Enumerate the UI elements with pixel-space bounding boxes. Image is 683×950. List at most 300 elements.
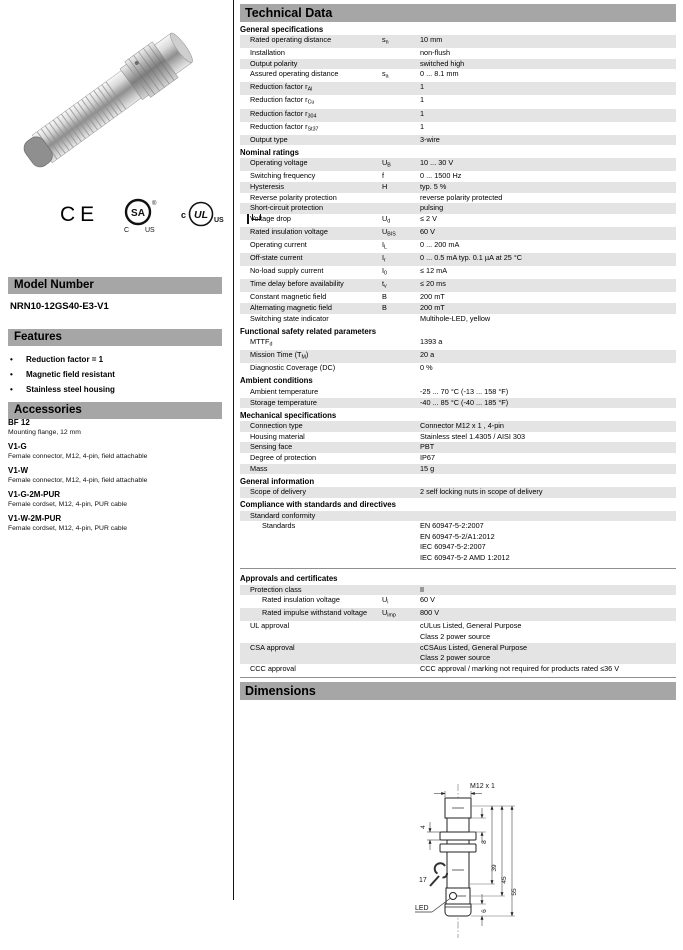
spec-value-line: 1 — [420, 108, 425, 118]
symbol-subscript: d — [387, 218, 391, 225]
group-header: Functional safety related parameters — [240, 326, 377, 336]
spec-row — [240, 203, 676, 214]
label-text: Rated operating distance — [250, 35, 332, 44]
spec-symbol — [382, 464, 420, 475]
spec-value-line: 10 ... 30 V — [420, 158, 454, 168]
spec-value — [420, 595, 676, 608]
spec-value-line: 3-wire — [420, 134, 440, 144]
spec-symbol — [382, 292, 420, 303]
spec-row — [240, 303, 676, 314]
label-text: Constant magnetic field — [250, 292, 327, 302]
spec-row — [240, 643, 676, 664]
label-text: No-load supply current — [250, 266, 324, 276]
column-divider — [233, 0, 234, 900]
spec-symbol — [382, 109, 420, 122]
feature-item — [8, 352, 222, 367]
label-text: Assured operating distance — [250, 69, 339, 79]
spec-value-line: IP67 — [420, 452, 436, 462]
spec-row — [240, 453, 676, 464]
spec-label — [240, 292, 382, 303]
spec-value — [420, 464, 676, 475]
spec-row — [240, 337, 676, 350]
symbol-subscript: n — [385, 39, 389, 46]
spec-symbol — [382, 585, 420, 596]
spec-label — [240, 171, 385, 182]
spec-symbol — [382, 643, 420, 664]
spec-label — [240, 511, 382, 522]
dimensions-header: Dimensions — [240, 682, 676, 700]
spec-symbol — [382, 621, 420, 642]
spec-symbol — [382, 253, 420, 266]
spec-group — [240, 411, 676, 474]
feature-item — [8, 382, 222, 397]
spec-label — [240, 35, 382, 48]
spec-row — [240, 621, 676, 642]
symbol-text: I — [382, 240, 385, 249]
spec-label — [240, 182, 382, 193]
spec-symbol — [382, 35, 420, 48]
spec-symbol — [382, 595, 420, 608]
spec-group — [240, 477, 676, 498]
spec-label — [240, 487, 382, 498]
group-header: Approvals and certificates — [240, 574, 338, 584]
spec-symbol — [382, 314, 420, 325]
accessory-item — [8, 418, 222, 437]
spec-value — [420, 303, 676, 314]
ce-mark-icon: CE — [60, 203, 100, 226]
spec-group — [240, 327, 676, 374]
spec-value — [420, 421, 676, 432]
spec-symbol — [382, 59, 420, 70]
spec-value — [420, 521, 676, 563]
label-text: Scope of delivery — [250, 487, 306, 497]
spec-value-line: 0 ... 8.1 mm — [420, 69, 459, 79]
label-text: Protection class — [250, 584, 302, 594]
group-header: Compliance with standards and directives — [240, 500, 396, 510]
spec-value-line: EN 60947-5-2/A1:2012 — [420, 531, 495, 541]
spec-value-line: reverse polarity protected — [420, 192, 503, 202]
accessory-description: Female connector, M12, 4-pin, field attachable — [8, 477, 148, 484]
label-text: Standard conformity — [250, 510, 316, 520]
spec-group — [240, 376, 676, 408]
feature-text: Magnetic field resistant — [26, 370, 115, 379]
label-text: Housing material — [250, 431, 305, 441]
spec-label — [240, 608, 382, 621]
spec-label — [240, 193, 382, 204]
svg-text:US: US — [214, 217, 224, 224]
spec-value-line: 1393 a — [420, 337, 443, 347]
svg-text:55: 55 — [511, 888, 518, 897]
label-text: Alternating magnetic field — [250, 302, 332, 312]
spec-value-line: 0 % — [420, 363, 433, 373]
symbol-text: s — [382, 69, 386, 79]
spec-row — [240, 59, 676, 70]
spec-label — [240, 266, 385, 279]
ul-mark-icon — [179, 199, 225, 231]
label-text: Reduction factor r — [250, 108, 308, 118]
svg-text:UL: UL — [194, 209, 209, 221]
spec-value-line: 200 mT — [420, 292, 445, 302]
spec-value — [420, 82, 676, 95]
spec-symbol — [382, 303, 420, 314]
spec-value — [420, 487, 676, 498]
spec-symbol — [382, 82, 420, 95]
spec-label — [240, 122, 382, 135]
spec-value — [420, 664, 676, 675]
spec-row — [240, 69, 676, 82]
accessory-description: Female cordset, M12, 4-pin, PUR cable — [8, 525, 127, 532]
svg-text:M12 x 1: M12 x 1 — [470, 783, 495, 791]
label-text: Reverse polarity protection — [250, 192, 337, 202]
spec-row — [240, 585, 676, 596]
svg-text:39: 39 — [491, 864, 498, 873]
symbol-text: s — [382, 35, 386, 44]
spec-row — [240, 398, 676, 409]
label-text: MTTF — [250, 337, 270, 347]
spec-value-line: 2 self locking nuts in scope of delivery — [420, 487, 543, 497]
accessory-name: V1-W — [8, 466, 28, 475]
label-text: Switching frequency — [250, 171, 316, 181]
spec-row — [240, 266, 676, 279]
group-header: General information — [240, 476, 315, 486]
spec-symbol — [382, 337, 420, 350]
svg-text:US: US — [145, 227, 155, 234]
label-text: UL approval — [250, 621, 290, 631]
spec-label — [240, 350, 382, 363]
spec-value — [420, 643, 676, 664]
bullet: • — [10, 370, 13, 379]
spec-row — [240, 350, 676, 363]
label-subscript: Al — [307, 86, 313, 93]
svg-text:45: 45 — [501, 876, 508, 885]
label-text: Sensing face — [250, 442, 293, 452]
symbol-text: U — [382, 158, 388, 168]
spec-value-line: IEC 60947-5-2 AMD 1:2012 — [420, 553, 510, 563]
symbol-subscript: a — [385, 73, 389, 80]
accessory-name: V1-W-2M-PUR — [8, 514, 62, 523]
label-text: Storage temperature — [250, 397, 317, 407]
group-header: General specifications — [240, 24, 324, 34]
label-subscript: d — [269, 341, 273, 348]
feature-text: Reduction factor = 1 — [26, 355, 104, 364]
spec-symbol — [382, 240, 420, 253]
spec-value-line: 800 V — [420, 608, 440, 618]
spec-value-line: 1 — [420, 121, 425, 131]
model-number-header: Model Number — [8, 277, 222, 294]
spec-row — [240, 95, 676, 108]
label-text: Reduction factor r — [250, 95, 308, 105]
spec-value — [420, 214, 676, 227]
spec-symbol — [382, 95, 420, 108]
spec-symbol — [382, 279, 420, 292]
features-list — [8, 352, 222, 397]
label-text: Rated impulse withstand voltage — [262, 608, 368, 618]
spec-value-line: 10 mm — [420, 35, 443, 44]
spec-symbol — [382, 266, 420, 279]
spec-row — [240, 664, 676, 675]
spec-row — [240, 158, 676, 171]
accessory-description: Female cordset, M12, 4-pin, PUR cable — [8, 501, 127, 508]
spec-row — [240, 240, 676, 253]
accessory-item — [8, 466, 222, 485]
spec-value-line: Class 2 power source — [420, 653, 491, 663]
spec-value — [420, 193, 676, 204]
spec-label — [240, 227, 382, 240]
spec-label — [240, 135, 382, 146]
label-text: Mission Time (T — [250, 350, 302, 360]
accessory-name: V1-G-2M-PUR — [8, 490, 61, 499]
spec-group — [240, 25, 676, 146]
spec-symbol — [382, 521, 420, 563]
label-text: Mass — [250, 463, 268, 473]
spec-value — [420, 387, 676, 398]
spec-value-line: 0 ... 200 mA — [420, 240, 460, 249]
spec-group — [240, 500, 676, 563]
spec-row — [240, 464, 676, 475]
spec-row — [240, 363, 676, 374]
spec-value-line: Stainless steel 1.4305 / AISI 303 — [420, 431, 526, 441]
symbol-subscript: L — [384, 244, 387, 251]
spec-label — [240, 48, 382, 59]
spec-group — [240, 148, 676, 324]
spec-value-line: 15 g — [420, 463, 435, 473]
spec-symbol — [382, 608, 420, 621]
svg-text:®: ® — [152, 201, 157, 207]
spec-row — [240, 253, 676, 266]
spec-symbol — [382, 432, 420, 443]
spec-value — [420, 135, 676, 146]
technical-data-header: Technical Data — [240, 4, 676, 22]
spec-value-line: 1 — [420, 82, 425, 92]
spec-symbol — [382, 203, 420, 214]
svg-text:SA: SA — [131, 208, 146, 219]
spec-symbol — [382, 122, 420, 135]
spec-label — [240, 621, 382, 642]
svg-text:17: 17 — [419, 877, 427, 885]
spec-value — [420, 442, 676, 453]
accessory-description: Mounting flange, 12 mm — [8, 429, 81, 436]
label-subscript: Cu — [307, 99, 315, 106]
spec-label — [240, 595, 382, 608]
spec-value — [420, 350, 676, 363]
spec-label — [240, 442, 382, 453]
spec-value-line: ≤ 20 ms — [420, 279, 446, 289]
label-text: Reduction factor r — [250, 82, 308, 92]
spec-label — [240, 664, 382, 675]
spec-row — [240, 595, 676, 608]
symbol-subscript: imp — [387, 612, 396, 619]
spec-label — [240, 643, 382, 664]
spec-row — [240, 171, 676, 182]
spec-label — [240, 279, 385, 292]
spec-label — [240, 585, 382, 596]
spec-row — [240, 487, 676, 498]
spec-symbol — [382, 664, 420, 675]
symbol-text: U — [382, 608, 388, 618]
accessory-description: Female connector, M12, 4-pin, field attachable — [8, 453, 148, 460]
spec-value — [420, 69, 676, 82]
label-subscript: St37 — [307, 126, 319, 133]
spec-row — [240, 193, 676, 204]
label-text: ) — [305, 350, 309, 360]
model-number-value: NRN10-12GS40-E3-V1 — [10, 301, 109, 312]
spec-row — [240, 135, 676, 146]
spec-value — [420, 279, 676, 292]
label-text: Connection type — [250, 421, 303, 431]
spec-row — [240, 214, 676, 227]
spec-value — [420, 227, 676, 240]
spec-label — [240, 109, 382, 122]
group-header: Nominal ratings — [240, 147, 299, 157]
symbol-text: U — [382, 595, 388, 605]
spec-value — [420, 585, 676, 596]
spec-value — [420, 266, 676, 279]
spec-symbol — [382, 193, 420, 204]
spec-symbol — [382, 398, 420, 409]
symbol-text: t — [382, 279, 385, 289]
spec-value-line: 0 ... 1500 Hz — [420, 171, 462, 181]
symbol-text: f — [382, 171, 385, 181]
spec-value — [420, 453, 676, 464]
spec-label — [240, 521, 382, 563]
svg-text:4: 4 — [420, 825, 427, 830]
spec-symbol — [382, 350, 420, 363]
svg-text:c: c — [181, 210, 187, 220]
spec-value — [420, 35, 676, 48]
spec-row — [240, 182, 676, 193]
spec-label — [240, 82, 382, 95]
spec-value — [420, 158, 676, 171]
spec-row — [240, 511, 676, 522]
spec-label — [240, 363, 382, 374]
symbol-text: B — [382, 292, 387, 302]
spec-value-line: IEC 60947-5-2:2007 — [420, 542, 486, 552]
spec-symbol — [382, 182, 420, 193]
spec-symbol — [382, 442, 420, 453]
label-text: Operating voltage — [250, 158, 308, 168]
label-text: Voltage drop — [250, 213, 291, 223]
symbol-subscript: 0 — [384, 270, 387, 277]
spec-row — [240, 421, 676, 432]
spec-label — [240, 69, 382, 82]
spec-value-line: -25 ... 70 °C (-13 ... 158 °F) — [420, 386, 509, 396]
spec-label — [240, 253, 385, 266]
accessory-item — [8, 490, 222, 509]
svg-text:8: 8 — [481, 840, 488, 845]
spec-value — [420, 59, 676, 70]
spec-value — [420, 109, 676, 122]
spec-label — [240, 158, 382, 171]
label-text: Degree of protection — [250, 452, 317, 462]
spec-value — [420, 314, 676, 325]
spec-label — [240, 387, 382, 398]
accessory-name: V1-G — [8, 442, 27, 451]
accessory-name: BF 12 — [8, 418, 30, 427]
accessories-list — [8, 413, 222, 533]
label-text: CSA approval — [250, 642, 295, 652]
spec-value-line: 200 mT — [420, 302, 445, 312]
section-separator — [240, 677, 676, 678]
spec-value-line: -40 ... 85 °C (-40 ... 185 °F) — [420, 397, 509, 407]
symbol-subscript: i — [387, 599, 389, 606]
spec-value-line: 20 a — [420, 350, 435, 360]
spec-value-line: 60 V — [420, 226, 436, 236]
spec-value-line: ≤ 2 V — [420, 213, 437, 223]
spec-row — [240, 521, 676, 563]
right-column — [240, 0, 676, 950]
symbol-text: I — [382, 253, 385, 263]
spec-row — [240, 82, 676, 95]
spec-value — [420, 398, 676, 409]
wrench-icon — [430, 864, 447, 887]
spec-row — [240, 35, 676, 48]
spec-value — [420, 171, 676, 182]
spec-value-line: typ. 5 % — [420, 182, 447, 192]
spec-symbol — [382, 511, 420, 522]
group-header: Mechanical specifications — [240, 410, 337, 420]
symbol-text: H — [382, 182, 388, 192]
spec-value — [420, 621, 676, 642]
label-text: Ambient temperature — [250, 386, 319, 396]
spec-symbol — [382, 453, 420, 464]
spec-value-line: Multihole-LED, yellow — [420, 313, 491, 323]
spec-value — [420, 608, 676, 621]
spec-symbol — [382, 171, 420, 182]
feature-text: Stainless steel housing — [26, 385, 115, 394]
spec-label — [240, 432, 382, 443]
bullet: • — [10, 385, 13, 394]
spec-value — [420, 182, 676, 193]
spec-symbol — [382, 214, 420, 227]
spec-row — [240, 227, 676, 240]
symbol-text: B — [382, 302, 387, 312]
sensor-photo-illustration — [8, 10, 218, 188]
spec-value — [420, 48, 676, 59]
spec-value-line: II — [420, 584, 425, 594]
symbol-subscript: BIS — [387, 231, 396, 238]
spec-label — [240, 314, 382, 325]
spec-row — [240, 608, 676, 621]
spec-row — [240, 314, 676, 325]
spec-value-line: PBT — [420, 442, 435, 452]
spec-row — [240, 48, 676, 59]
spec-row — [240, 442, 676, 453]
spec-row — [240, 109, 676, 122]
spec-value-line: 1 — [420, 95, 425, 105]
label-text: Short-circuit protection — [250, 203, 323, 213]
label-subscript: 304 — [307, 113, 317, 120]
spec-label — [240, 464, 382, 475]
symbol-text: I — [382, 266, 385, 276]
label-text: Switching state indicator — [250, 313, 329, 323]
sensor-dimension-diagram — [412, 770, 562, 945]
feature-item — [8, 367, 222, 382]
spec-symbol — [382, 227, 420, 240]
label-text: Standards — [262, 521, 296, 531]
spec-value-line: ≤ 12 mA — [420, 266, 448, 276]
label-text: Rated insulation voltage — [250, 226, 328, 236]
spec-value-line: Connector M12 x 1 , 4-pin — [420, 421, 504, 431]
spec-value-line: switched high — [420, 58, 465, 68]
spec-row — [240, 432, 676, 443]
spec-value — [420, 363, 676, 374]
svg-text:6: 6 — [481, 909, 488, 914]
spec-label — [240, 95, 382, 108]
spec-symbol — [382, 69, 420, 82]
symbol-text: U — [382, 226, 388, 236]
spec-symbol — [382, 135, 420, 146]
spec-label — [240, 398, 382, 409]
